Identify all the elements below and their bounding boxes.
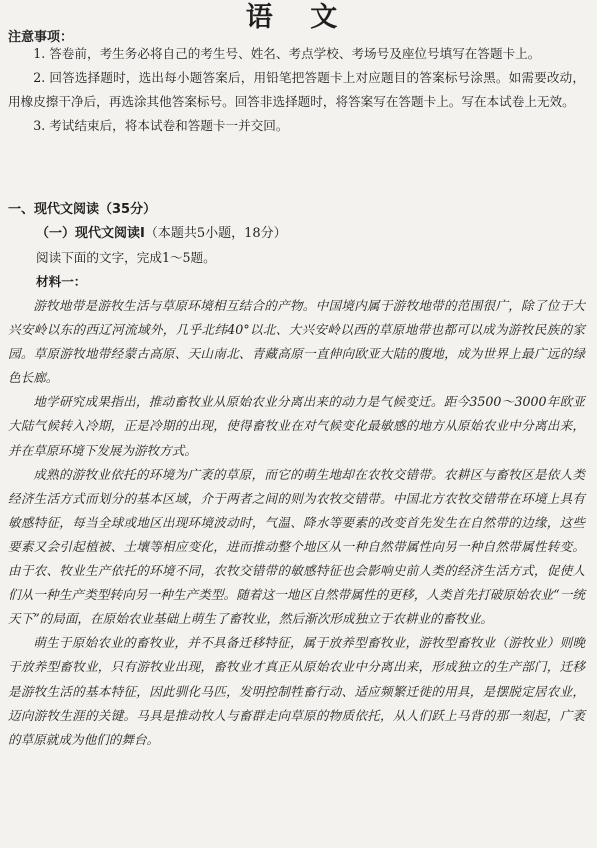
article-body (8, 294, 585, 752)
page-title: 语 文 (245, 2, 352, 33)
notice-heading: 注意事项： (8, 30, 74, 45)
subsection-heading (8, 222, 585, 246)
notice-list (8, 42, 585, 138)
reading-instruction: 阅读下面的文字，完成1～5题。 (36, 250, 216, 265)
material-label: 材料一： (36, 274, 87, 289)
article-paragraph-3: 成熟的游牧业依托的环境为广袤的草原，而它的萌生地却在农牧交错带。农耕区与畜牧区是依人类经济生活方式而划分的基本区域，介于两者之间的则为农牧交错带。中国北方农牧交错带在环境上具有敏感特征，每当全球或地区出现环境波动时，气温、降水等要素的改变首先发生在自然带的边缘，这些要素又会引起植被、土壤等相应变化，进而推动整个地区从一种自然带属性向另一种自然带属性转变。由于农、牧业生产依托的环境不同，农牧交错带的敏感特征也会影响史前人类的经济生活方式，促使人们从一种生产类型转向另一种生产类型。随着这一地区自然带属性的更移，人类首先打破原始农业“一统天下”的局面，在原始农业基础上萌生了畜牧业，然后渐次形成独立于农耕业的畜牧业。 (8, 466, 585, 627)
article-paragraph-1: 游牧地带是游牧生活与草原环境相互结合的产物。中国境内属于游牧地带的范围很广，除了位于大兴安岭以东的西辽河流域外，几乎北纬40°以北、大兴安岭以西的草原地带也都可以成为游牧民族的家园。草原游牧地带经蒙古高原、天山南北、青藏高原一直伸向欧亚大陆的腹地，成为世界上最广远的绿色长廊。 (8, 298, 585, 386)
section-block (8, 198, 585, 294)
subsection-info: （本题共5小题，18分） (144, 226, 287, 241)
notice-item-1: 1. 答卷前，考生务必将自己的考生号、姓名、考点学校、考场号及座位号填写在答题卡上。 (33, 46, 541, 61)
article-paragraph-2: 地学研究成果指出，推动畜牧业从原始农业分离出来的动力是气候变迁。距今3500～3000年欧亚大陆气候转入冷期，正是冷期的出现，使得畜牧业在对气候变化最敏感的地方从原始农业中分离出来，并在草原环境下发展为游牧方式。 (8, 394, 585, 458)
notice-item-3: 3. 考试结束后，将本试卷和答题卡一并交回。 (33, 118, 289, 133)
article-paragraph-4: 萌生于原始农业的畜牧业，并不具备迁移特征，属于放养型畜牧业，游牧型畜牧业（游牧业）则晚于放养型畜牧业，只有游牧业出现，畜牧业才真正从原始农业中分离出来，形成独立的生产部门，迁移是游牧生活的基本特征，因此驯化马匹，发明控制牲畜行动、适应频繁迁徙的用具，是摆脱定居农业，迈向游牧生涯的关键。马具是推动牧人与畜群走向草原的物质依托，从人们跃上马背的那一刻起，广袤的草原就成为他们的舞台。 (8, 635, 585, 747)
section-heading: 一、现代文阅读（35分） (8, 202, 157, 217)
notice-item-2: 2. 回答选择题时，选出每小题答案后，用铅笔把答题卡上对应题目的答案标号涂黑。如需要改动，用橡皮擦干净后，再选涂其他答案标号。回答非选择题时，将答案写在答题卡上。写在本试卷上无效。 (8, 70, 585, 109)
subsection-label: （一）现代文阅读Ⅰ (36, 226, 145, 241)
